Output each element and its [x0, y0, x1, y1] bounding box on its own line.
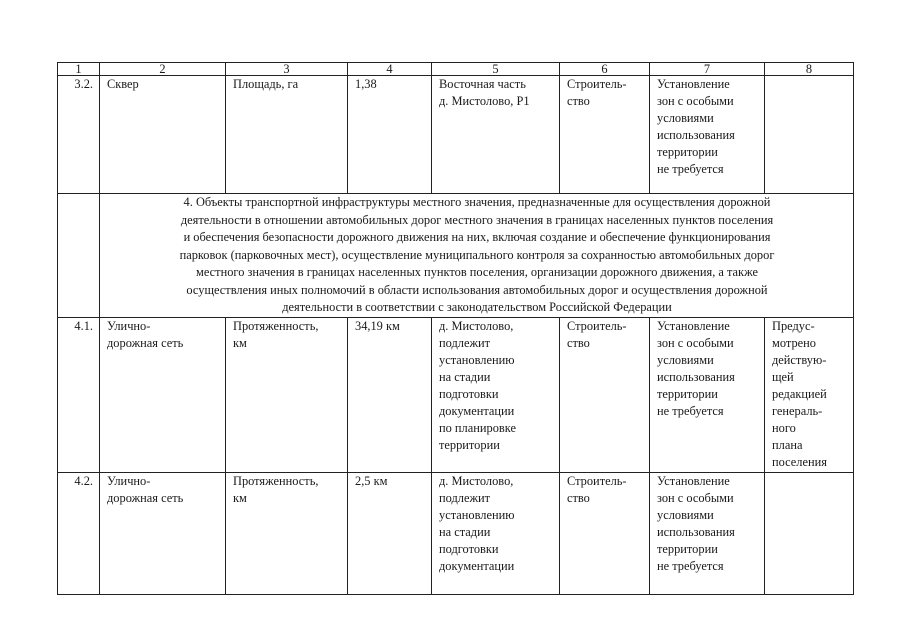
text-line: Восточная часть: [439, 77, 526, 91]
text-line: Строитель-: [567, 318, 627, 333]
text-line: подготовки: [439, 541, 499, 556]
text-line: деятельности в отношении автомобильных дорог местного значения в границах населенных пунктов поселения: [180, 212, 774, 227]
text-line: щей: [772, 369, 794, 384]
text-line: Протяженность,: [233, 473, 319, 488]
text-line: редакцией: [772, 386, 827, 401]
text-line: местного значения в границах населенных пунктов поселения, организации дорожного движения, а также: [196, 265, 758, 279]
object-location: [432, 472, 560, 594]
object-value: 34,19 км: [348, 317, 432, 472]
row-number: 4.1.: [58, 317, 100, 472]
text-line: условиями: [657, 111, 714, 125]
text-line: использования: [657, 369, 735, 384]
text-line: ство: [567, 490, 590, 505]
text-line: территории: [657, 541, 718, 556]
text-line: генераль-: [772, 403, 823, 418]
header-cell: 3: [226, 63, 348, 76]
object-zones: [650, 317, 765, 472]
object-work-type: [560, 472, 650, 594]
text-line: Улично-: [107, 318, 151, 333]
object-work-type: [560, 317, 650, 472]
text-line: 4. Объекты транспортной инфраструктуры местного значения, предназначенные для осуществления дорожной: [183, 195, 771, 209]
text-line: на стадии: [439, 369, 491, 384]
text-line: дорожная сеть: [107, 335, 184, 350]
text-line: Строитель-: [567, 473, 627, 488]
text-line: условиями: [657, 507, 714, 522]
object-note: [765, 76, 854, 194]
object-location: [432, 317, 560, 472]
object-note: [765, 317, 854, 472]
text-line: зон с особыми: [657, 94, 734, 108]
text-line: не требуется: [657, 403, 724, 418]
header-cell: 1: [58, 63, 100, 76]
text-line: использования: [657, 128, 735, 142]
text-line: плана: [772, 437, 803, 452]
table-row: [58, 76, 854, 194]
text-line: установлению: [439, 507, 515, 522]
text-line: дорожная сеть: [107, 490, 184, 505]
text-line: Установление: [657, 77, 730, 91]
text-line: использования: [657, 524, 735, 539]
text-line: подлежит: [439, 335, 491, 350]
text-line: Улично-: [107, 473, 151, 488]
object-work-type: [560, 76, 650, 194]
text-line: на стадии: [439, 524, 491, 539]
object-name: [100, 472, 226, 594]
header-cell: 2: [100, 63, 226, 76]
object-parameter: [226, 76, 348, 194]
text-line: установлению: [439, 352, 515, 367]
text-line: д. Мистолово,: [439, 473, 514, 488]
object-note: [765, 472, 854, 594]
object-parameter: [226, 317, 348, 472]
text-line: Площадь, га: [233, 77, 299, 91]
text-line: территории: [657, 145, 718, 159]
text-line: км: [233, 335, 247, 350]
text-line: территории: [439, 437, 500, 452]
header-cell: 8: [765, 63, 854, 76]
header-cell: 5: [432, 63, 560, 76]
text-line: ство: [567, 335, 590, 350]
text-line: документации: [439, 403, 515, 418]
text-line: д. Мистолово, Р1: [439, 94, 530, 108]
object-value: 1,38: [348, 76, 432, 194]
object-parameter: [226, 472, 348, 594]
text-line: Протяженность,: [233, 318, 319, 333]
table-row: [58, 317, 854, 472]
section-row: [58, 194, 854, 318]
text-line: осуществления иных полномочий в области использования автомобильных дорог и осуществления дорожной: [186, 282, 768, 297]
text-line: парковок (парковочных мест), осуществление муниципального контроля за сохранностью автомобильных дорог: [179, 247, 775, 262]
text-line: д. Мистолово,: [439, 318, 514, 333]
text-line: и обеспечения безопасности дорожного движения на них, включая создание и обеспечение функционирования: [183, 230, 771, 244]
object-value: 2,5 км: [348, 472, 432, 594]
text-line: не требуется: [657, 558, 724, 573]
header-cell: 6: [560, 63, 650, 76]
text-line: Установление: [657, 473, 730, 488]
text-line: по планировке: [439, 420, 516, 435]
text-line: подготовки: [439, 386, 499, 401]
text-line: поселения: [772, 454, 827, 469]
text-line: зон с особыми: [657, 490, 734, 505]
text-line: территории: [657, 386, 718, 401]
empty-cell: [58, 194, 100, 318]
object-zones: [650, 76, 765, 194]
text-line: подлежит: [439, 490, 491, 505]
header-row: [58, 63, 854, 76]
text-line: Установление: [657, 318, 730, 333]
object-name: [100, 317, 226, 472]
section-heading: [100, 194, 854, 318]
text-line: не требуется: [657, 162, 724, 176]
table-row: [58, 472, 854, 594]
object-zones: [650, 472, 765, 594]
header-cell: 4: [348, 63, 432, 76]
text-line: условиями: [657, 352, 714, 367]
object-location: [432, 76, 560, 194]
row-number: 4.2.: [58, 472, 100, 594]
text-line: деятельности в соответствии с законодательством Российской Федерации: [282, 300, 672, 314]
object-name: Сквер: [100, 76, 226, 194]
text-line: Предус-: [772, 318, 815, 333]
row-number: 3.2.: [58, 76, 100, 194]
header-cell: 7: [650, 63, 765, 76]
text-line: ство: [567, 94, 590, 108]
text-line: действую-: [772, 352, 827, 367]
text-line: км: [233, 490, 247, 505]
text-line: ного: [772, 420, 796, 435]
text-line: зон с особыми: [657, 335, 734, 350]
text-line: Строитель-: [567, 77, 627, 91]
text-line: документации: [439, 558, 515, 573]
objects-table: [57, 62, 854, 595]
text-line: мотрено: [772, 335, 816, 350]
